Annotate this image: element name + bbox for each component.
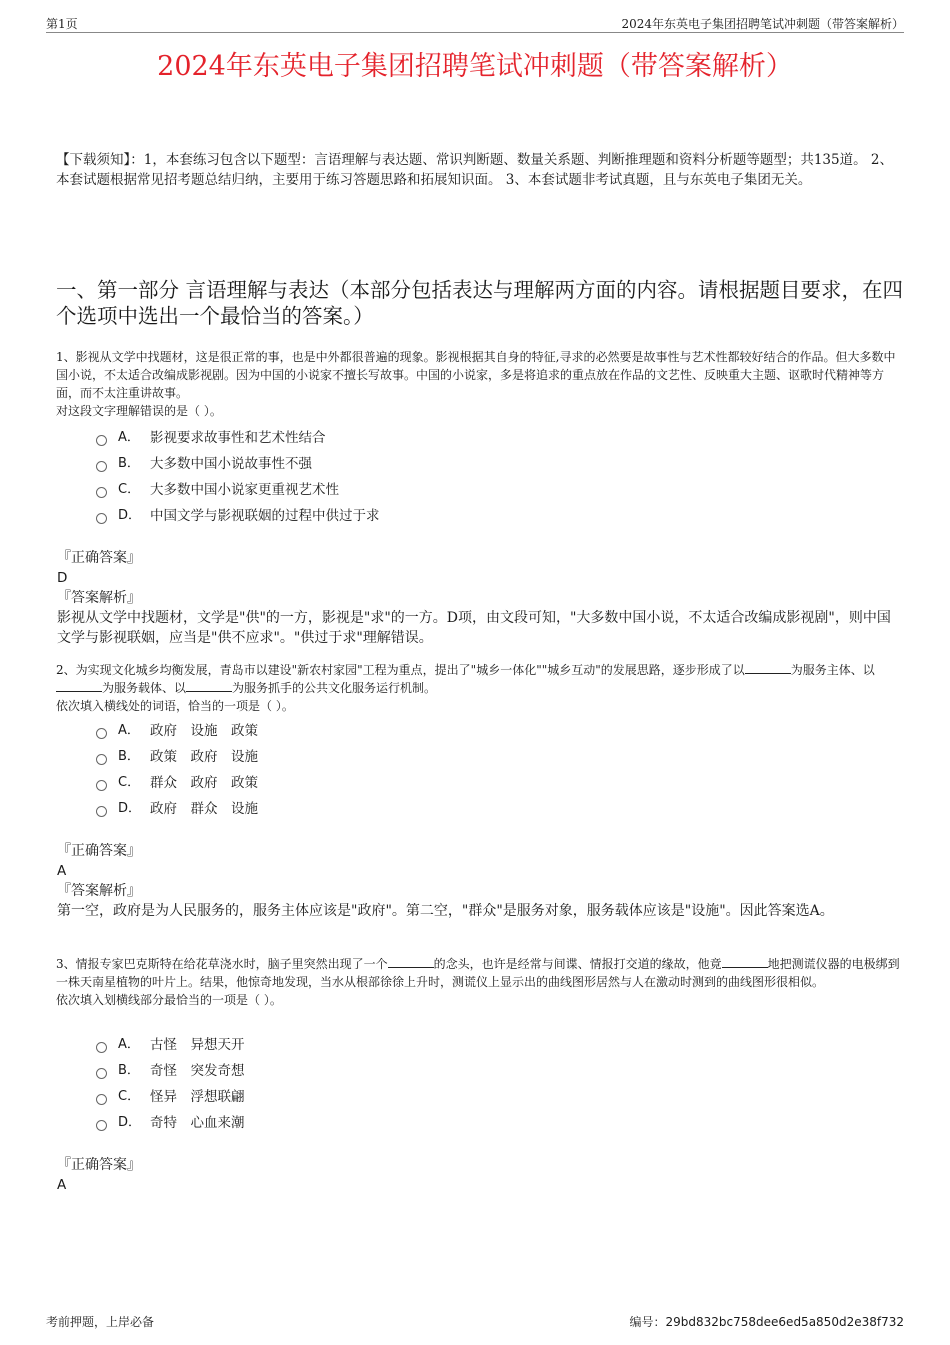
correct-answer-label: 『正确答案』 bbox=[57, 1157, 141, 1173]
answer-block-q2 bbox=[57, 841, 897, 921]
option-d[interactable]: D． 奇特 心血来潮 bbox=[96, 1110, 245, 1136]
correct-answer-label: 『正确答案』 bbox=[57, 843, 141, 859]
analysis-text: 影视从文学中找题材，文学是"供"的一方，影视是"求"的一方。D项，由文段可知，"大多数中国小说，不太适合改编成影视剧"，则中国文学与影视联姻，应当是"供不应求"。"供过于求"理解错误。 bbox=[57, 610, 891, 646]
option-b[interactable]: B． 奇怪 突发奇想 bbox=[96, 1058, 245, 1084]
question-ask: 对这段文字理解错误的是（ ）。 bbox=[56, 404, 222, 418]
options-q3 bbox=[96, 1032, 245, 1136]
correct-answer-value: A bbox=[57, 863, 67, 879]
question-ask: 依次填入划横线部分最恰当的一项是（ ）。 bbox=[56, 993, 282, 1007]
options-q1 bbox=[96, 425, 380, 529]
answer-block-q3 bbox=[57, 1155, 897, 1195]
radio-icon[interactable] bbox=[96, 1120, 107, 1131]
radio-icon[interactable] bbox=[96, 435, 107, 446]
footer-slogan: 考前押题，上岸必备 bbox=[46, 1315, 155, 1329]
correct-answer-label: 『正确答案』 bbox=[57, 550, 141, 566]
blank-line bbox=[186, 679, 232, 692]
option-d[interactable]: D． 中国文学与影视联姻的过程中供过于求 bbox=[96, 503, 380, 529]
page-header bbox=[46, 14, 904, 33]
radio-icon[interactable] bbox=[96, 487, 107, 498]
radio-icon[interactable] bbox=[96, 780, 107, 791]
option-b[interactable]: B． 大多数中国小说故事性不强 bbox=[96, 451, 380, 477]
blank-line bbox=[56, 679, 102, 692]
option-b[interactable]: B． 政策 政府 设施 bbox=[96, 744, 258, 770]
radio-icon[interactable] bbox=[96, 1068, 107, 1079]
question-stem: 2、为实现文化城乡均衡发展，青岛市以建设"新农村家园"工程为重点，提出了"城乡一体化""城乡互动"的发展思路，逐步形成了以 为服务主体、以为服务载体、以 为服务抓手的公共文化服务运行机制。 bbox=[56, 663, 875, 695]
radio-icon[interactable] bbox=[96, 1094, 107, 1105]
section-title: 一、第一部分 言语理解与表达（本部分包括表达与理解两方面的内容。请根据题目要求，在四个选项中选出一个最恰当的答案。） bbox=[56, 278, 904, 328]
radio-icon[interactable] bbox=[96, 728, 107, 739]
footer-code: 编号：29bd832bc758dee6ed5a850d2e38f732 bbox=[629, 1315, 904, 1329]
question-1 bbox=[56, 348, 904, 420]
option-a[interactable]: A． 古怪 异想天开 bbox=[96, 1032, 245, 1058]
radio-icon[interactable] bbox=[96, 806, 107, 817]
question-ask: 依次填入横线处的词语，恰当的一项是（ ）。 bbox=[56, 699, 294, 713]
radio-icon[interactable] bbox=[96, 1042, 107, 1053]
analysis-label: 『答案解析』 bbox=[57, 590, 141, 606]
download-notice: 【下载须知】：1，本套练习包含以下题型：言语理解与表达题、常识判断题、数量关系题、判断推理题和资料分析题等题型；共135道。 2、本套试题根据常见招考题总结归纳，主要用于练习答题思路和拓展知识面。 3、本套试题非考试真题，且与东英电子集团无关。 bbox=[56, 152, 893, 188]
option-c[interactable]: C． 怪异 浮想联翩 bbox=[96, 1084, 245, 1110]
correct-answer-value: D bbox=[57, 570, 68, 586]
question-stem: 1、影视从文学中找题材，这是很正常的事，也是中外都很普遍的现象。影视根据其自身的特征,寻求的必然要是故事性与艺术性都较好结合的作品。但大多数中国小说，不太适合改编成影视剧。因为中国的小说家不擅长写故事。中国的小说家，多是将追求的重点放在作品的文艺性、反映重大主题、讴歌时代精神等方面，而不太注重讲故事。 bbox=[56, 350, 896, 400]
radio-icon[interactable] bbox=[96, 513, 107, 524]
radio-icon[interactable] bbox=[96, 461, 107, 472]
option-a[interactable]: A． 政府 设施 政策 bbox=[96, 718, 258, 744]
analysis-label: 『答案解析』 bbox=[57, 883, 141, 899]
blank-line bbox=[722, 955, 768, 968]
options-q2 bbox=[96, 718, 258, 822]
option-a[interactable]: A． 影视要求故事性和艺术性结合 bbox=[96, 425, 380, 451]
blank-line bbox=[388, 955, 434, 968]
question-2 bbox=[56, 661, 904, 715]
question-3 bbox=[56, 955, 904, 1009]
header-doc-title: 2024年东英电子集团招聘笔试冲刺题（带答案解析） bbox=[621, 17, 904, 31]
option-c[interactable]: C． 群众 政府 政策 bbox=[96, 770, 258, 796]
page-number: 第1页 bbox=[46, 17, 78, 31]
blank-line bbox=[745, 661, 791, 674]
question-stem: 3、情报专家巴克斯特在给花草浇水时，脑子里突然出现了一个 的念头，也许是经常与间谍、情报打交道的缘故，他竟 地把测谎仪器的电极绑到一株天南星植物的叶片上。结果，他惊奇地发现，当水从根部徐徐上升时，测谎仪上显示出的曲线图形居然与人在激动时测到的曲线图形很相似。 bbox=[56, 957, 900, 989]
answer-block-q1 bbox=[57, 548, 897, 648]
page-title: 2024年东英电子集团招聘笔试冲刺题（带答案解析） bbox=[157, 51, 793, 82]
correct-answer-value: A bbox=[57, 1177, 67, 1193]
radio-icon[interactable] bbox=[96, 754, 107, 765]
option-d[interactable]: D． 政府 群众 设施 bbox=[96, 796, 258, 822]
option-c[interactable]: C． 大多数中国小说家更重视艺术性 bbox=[96, 477, 380, 503]
analysis-text: 第一空，政府是为人民服务的，服务主体应该是"政府"。第二空，"群众"是服务对象，服务载体应该是"设施"。因此答案选A。 bbox=[57, 903, 834, 919]
